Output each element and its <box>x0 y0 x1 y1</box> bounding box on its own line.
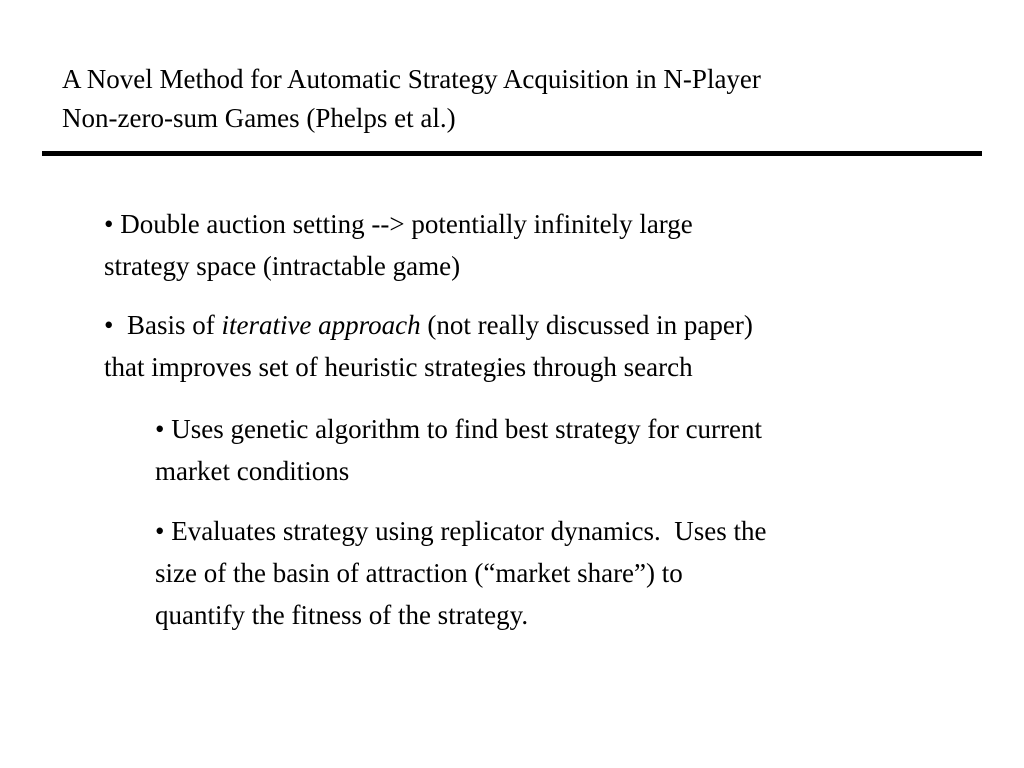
slide-title <box>62 60 992 138</box>
bullet-iterative-approach <box>104 304 753 388</box>
bullet-text: • Basis of <box>104 310 222 340</box>
slide-title-line-2: Non-zero-sum Games (Phelps et al.) <box>62 103 456 133</box>
emphasized-term: iterative approach <box>221 310 421 340</box>
title-divider <box>42 151 982 156</box>
bullet-line: market conditions <box>155 456 350 486</box>
bullet-line: • Evaluates strategy using replicator dynamics. Uses the <box>155 516 767 546</box>
bullet-line: strategy space (intractable game) <box>104 251 461 281</box>
bullet-line: size of the basin of attraction (“market share”) to <box>155 558 683 588</box>
sub-bullet-genetic-algorithm <box>155 408 762 492</box>
sub-bullet-replicator-dynamics <box>155 510 767 636</box>
bullet-line: quantify the fitness of the strategy. <box>155 600 529 630</box>
bullet-line: that improves set of heuristic strategies through search <box>104 352 693 382</box>
bullet-double-auction <box>104 203 693 287</box>
slide-title-line-1: A Novel Method for Automatic Strategy Acquisition in N-Player <box>62 64 761 94</box>
bullet-line: • Uses genetic algorithm to find best strategy for current <box>155 414 763 444</box>
bullet-line <box>104 304 753 346</box>
bullet-text: (not really discussed in paper) <box>420 310 753 340</box>
bullet-line: • Double auction setting --> potentially infinitely large <box>104 209 693 239</box>
